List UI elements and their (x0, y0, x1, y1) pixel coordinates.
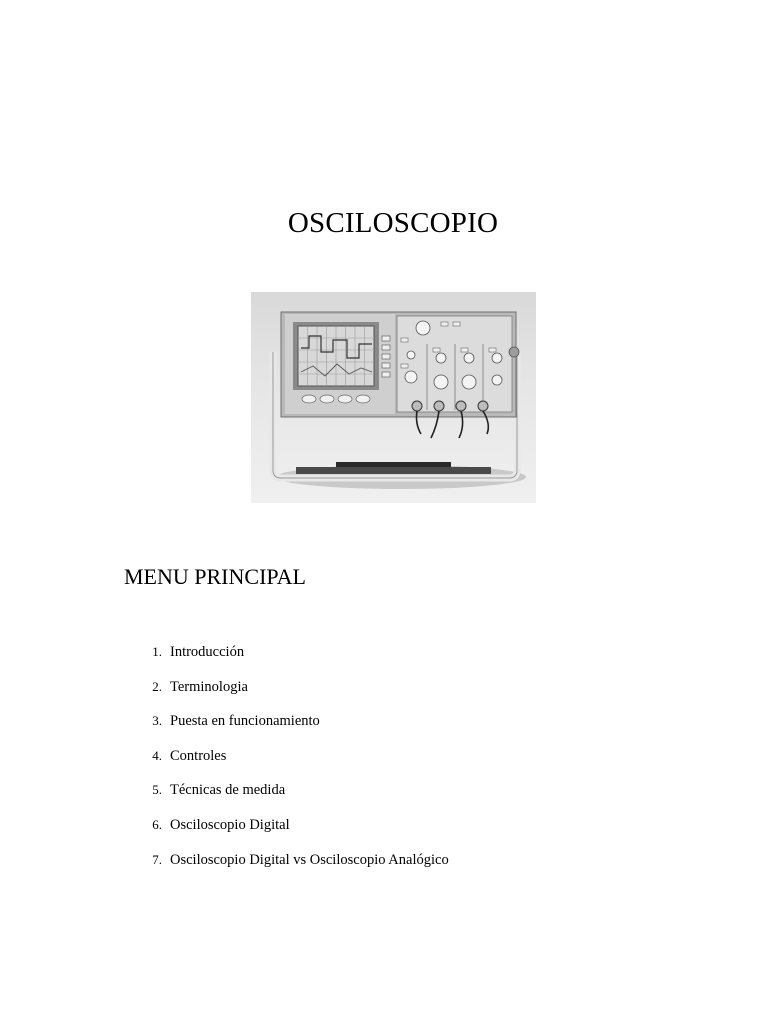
page-title: OSCILOSCOPIO (287, 207, 499, 239)
oscilloscope-photo (251, 292, 536, 503)
menu-item-tecnicas-de-medida[interactable] (140, 779, 449, 814)
menu-item-label[interactable]: Osciloscopio Digital vs Osciloscopio Analógico (170, 851, 449, 868)
oscilloscope-illustration (251, 292, 536, 503)
menu-heading: MENU PRINCIPAL (124, 564, 306, 589)
menu-item-number: 3. (152, 713, 162, 729)
menu-item-number: 4. (152, 747, 162, 763)
menu-item-osciloscopio-digital[interactable] (140, 814, 449, 849)
menu-item-label[interactable]: Puesta en funcionamiento (170, 713, 320, 730)
menu-item-controles[interactable] (140, 745, 449, 780)
menu-item-puesta-en-funcionamiento[interactable] (140, 710, 449, 745)
menu-item-label[interactable]: Introducción (170, 644, 245, 660)
menu-item-label[interactable]: Osciloscopio Digital (170, 816, 290, 833)
menu-item-digital-vs-analogico[interactable] (140, 849, 449, 884)
menu-item-introduccion[interactable] (140, 641, 449, 676)
menu-item-number: 1. (152, 644, 162, 659)
menu-item-label[interactable]: Técnicas de medida (170, 782, 286, 799)
menu-item-number: 7. (152, 851, 162, 867)
menu-item-label[interactable]: Terminologia (170, 678, 248, 695)
menu-item-label[interactable]: Controles (170, 747, 227, 764)
main-menu-list (140, 641, 449, 883)
menu-item-number: 5. (152, 782, 162, 798)
menu-item-terminologia[interactable] (140, 676, 449, 711)
menu-item-number: 6. (152, 816, 162, 832)
menu-item-number: 2. (152, 678, 162, 694)
